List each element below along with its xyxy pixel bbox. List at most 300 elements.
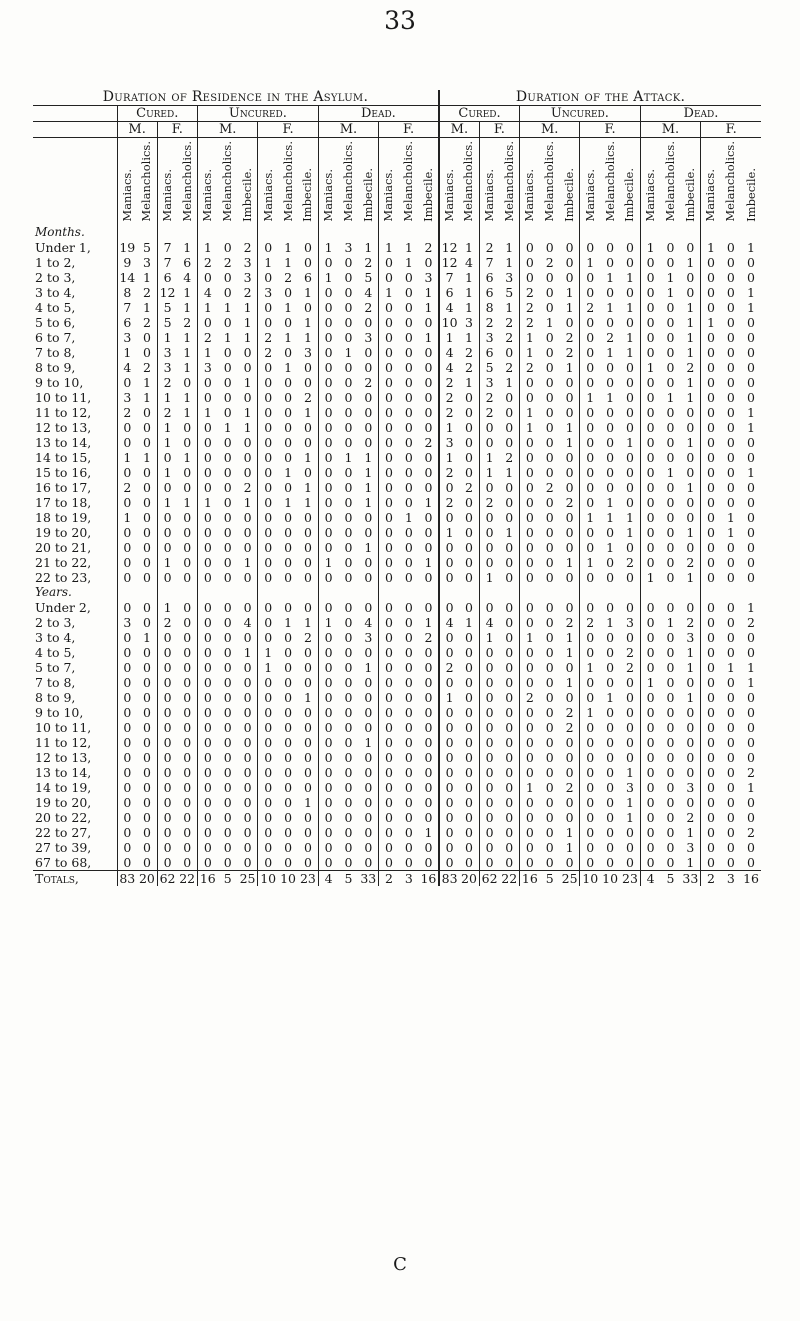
table-row — [33, 360, 761, 375]
table-cell: 0 — [479, 420, 499, 435]
table-cell: 0 — [606, 839, 615, 855]
table-cell: 1 — [686, 434, 695, 450]
table-cell: 0 — [640, 375, 660, 390]
table-cell: 0 — [183, 674, 192, 690]
table-cell: 0 — [580, 810, 600, 825]
spacer-cell — [660, 585, 680, 600]
table-cell: 0 — [223, 434, 232, 450]
table-cell: 1 — [580, 705, 600, 720]
table-cell: 0 — [404, 719, 413, 735]
totals-label: Totals, — [33, 870, 117, 886]
table-cell: 0 — [318, 300, 338, 315]
table-cell: 0 — [379, 795, 399, 810]
table-cell: 0 — [404, 779, 413, 795]
row-label: 4 to 5, — [35, 644, 76, 660]
table-cell: 0 — [640, 435, 660, 450]
table-cell: 2 — [565, 779, 574, 795]
table-cell: 1 — [142, 449, 151, 465]
table-cell: 1 — [701, 240, 721, 255]
row-label: 7 to 8, — [35, 674, 76, 690]
table-cell: 0 — [545, 599, 554, 615]
table-cell: 0 — [726, 554, 735, 570]
table-cell: 0 — [520, 750, 540, 765]
totals-cell: 5 — [218, 870, 238, 886]
table-cell: 0 — [580, 360, 600, 375]
table-cell: 0 — [284, 569, 293, 585]
table-cell: 1 — [142, 629, 151, 645]
table-cell: 0 — [726, 704, 735, 720]
table-cell: 0 — [580, 420, 600, 435]
table-cell: 0 — [606, 659, 615, 675]
table-cell: 0 — [747, 434, 755, 450]
table-cell: 5 — [505, 284, 514, 300]
table-cell: 0 — [223, 599, 232, 615]
table-cell: 2 — [479, 495, 499, 510]
table-cell: 1 — [464, 269, 473, 285]
table-cell: 0 — [364, 824, 373, 840]
table-cell: 0 — [404, 599, 413, 615]
table-cell: 0 — [142, 524, 151, 540]
table-cell: 0 — [223, 794, 232, 810]
table-cell: 0 — [606, 374, 615, 390]
table-cell: 0 — [198, 435, 218, 450]
table-cell: 0 — [606, 569, 615, 585]
table-cell: 0 — [364, 404, 373, 420]
table-cell: 0 — [545, 464, 554, 480]
totals-cell: 83 — [117, 870, 137, 886]
spacer-cell — [117, 585, 137, 600]
table-cell: 0 — [580, 675, 600, 690]
table-cell: 0 — [726, 764, 735, 780]
table-cell: 0 — [344, 569, 353, 585]
table-cell: 0 — [157, 525, 177, 540]
table-cell: 0 — [344, 659, 353, 675]
table-cell: 0 — [580, 285, 600, 300]
spacer-cell — [379, 585, 399, 600]
table-cell: 2 — [565, 704, 574, 720]
table-cell: 1 — [318, 270, 338, 285]
sex-header: M. — [318, 122, 378, 138]
table-cell: 0 — [726, 494, 735, 510]
table-cell: 0 — [565, 374, 574, 390]
totals-cell: 16 — [198, 870, 218, 886]
totals-cell: 10 — [278, 870, 298, 886]
table-cell: 6 — [157, 270, 177, 285]
table-cell: 3 — [364, 329, 373, 345]
table-cell: 1 — [284, 359, 293, 375]
table-cell: 0 — [701, 615, 721, 630]
column-header — [520, 138, 540, 225]
table-cell: 0 — [404, 749, 413, 765]
table-cell: 0 — [284, 509, 293, 525]
table-cell: 0 — [183, 719, 192, 735]
table-cell: 0 — [439, 630, 459, 645]
table-row — [33, 570, 761, 585]
table-cell: 0 — [344, 509, 353, 525]
table-cell: 1 — [686, 314, 695, 330]
table-cell: 0 — [625, 704, 634, 720]
table-cell: 0 — [439, 510, 459, 525]
table-cell: 1 — [606, 614, 615, 630]
table-cell: 0 — [198, 750, 218, 765]
table-cell: 0 — [565, 764, 574, 780]
table-cell: 12 — [439, 240, 459, 255]
table-cell: 0 — [520, 720, 540, 735]
table-cell: 0 — [157, 765, 177, 780]
table-cell: 7 — [157, 255, 177, 270]
table-cell: 0 — [364, 809, 373, 825]
table-cell: 0 — [284, 599, 293, 615]
table-cell: 1 — [404, 239, 413, 255]
table-cell: 0 — [379, 600, 399, 615]
table-cell: 1 — [625, 509, 634, 525]
table-cell: 1 — [157, 495, 177, 510]
table-cell: 0 — [258, 735, 278, 750]
table-cell: 0 — [565, 599, 574, 615]
table-cell: 1 — [606, 689, 615, 705]
table-cell: 1 — [142, 389, 151, 405]
table-cell: 2 — [747, 614, 755, 630]
table-cell: 0 — [183, 659, 192, 675]
table-cell: 1 — [157, 600, 177, 615]
table-cell: 0 — [404, 299, 413, 315]
table-cell: 0 — [580, 690, 600, 705]
table-cell: 0 — [565, 569, 574, 585]
table-cell: 0 — [198, 480, 218, 495]
table-row — [33, 810, 761, 825]
table-cell: 0 — [580, 495, 600, 510]
sex-header: M. — [439, 122, 479, 138]
table-cell: 2 — [157, 615, 177, 630]
table-cell: 1 — [284, 494, 293, 510]
table-cell: 0 — [157, 735, 177, 750]
table-cell: 0 — [606, 314, 615, 330]
table-cell: 0 — [726, 404, 735, 420]
column-header — [439, 138, 459, 225]
totals-cell: 22 — [499, 870, 519, 886]
table-cell: 1 — [747, 464, 755, 480]
spacer-cell — [298, 225, 318, 240]
table-cell: 0 — [303, 434, 312, 450]
table-cell: 2 — [580, 615, 600, 630]
table-cell: 0 — [505, 674, 514, 690]
table-cell: 0 — [404, 854, 413, 870]
table-cell: 0 — [505, 389, 514, 405]
table-cell: 2 — [303, 629, 312, 645]
table-cell: 0 — [479, 510, 499, 525]
table-cell: 0 — [520, 600, 540, 615]
table-cell: 2 — [439, 405, 459, 420]
table-cell: 5 — [364, 269, 373, 285]
table-cell: 3 — [258, 285, 278, 300]
table-cell: 0 — [505, 689, 514, 705]
table-cell: 1 — [284, 239, 293, 255]
table-cell: 3 — [117, 615, 137, 630]
table-cell: 0 — [379, 435, 399, 450]
table-cell: 0 — [157, 780, 177, 795]
table-cell: 0 — [424, 479, 433, 495]
table-cell: 0 — [157, 825, 177, 840]
table-cell: 0 — [318, 780, 338, 795]
table-cell: 0 — [726, 779, 735, 795]
table-cell: 0 — [404, 344, 413, 360]
table-cell: 0 — [580, 855, 600, 871]
table-cell: 0 — [318, 510, 338, 525]
table-cell: 0 — [625, 689, 634, 705]
table-cell: 0 — [258, 705, 278, 720]
table-cell: 0 — [686, 704, 695, 720]
table-cell: 0 — [701, 555, 721, 570]
table-cell: 2 — [464, 344, 473, 360]
table-cell: 1 — [258, 660, 278, 675]
table-cell: 0 — [640, 720, 660, 735]
table-cell: 1 — [565, 644, 574, 660]
table-cell: 0 — [198, 450, 218, 465]
table-cell: 1 — [157, 435, 177, 450]
table-cell: 2 — [479, 315, 499, 330]
spacer-cell — [238, 225, 258, 240]
table-cell: 1 — [580, 255, 600, 270]
table-cell: 0 — [439, 600, 459, 615]
table-cell: 0 — [424, 419, 433, 435]
table-cell: 0 — [183, 839, 192, 855]
row-label: 3 to 4, — [35, 629, 76, 645]
spacer-cell — [459, 225, 479, 240]
table-cell: 0 — [747, 629, 755, 645]
table-cell: 0 — [580, 330, 600, 345]
spacer-cell — [499, 225, 519, 240]
column-header-label: Maniacs. — [160, 169, 175, 222]
spacer-cell — [218, 585, 238, 600]
table-cell: 0 — [344, 539, 353, 555]
table-cell: 0 — [701, 465, 721, 480]
table-cell: 0 — [424, 809, 433, 825]
group-row — [33, 106, 761, 122]
table-cell: 0 — [606, 464, 615, 480]
table-cell: 2 — [479, 390, 499, 405]
table-cell: 0 — [625, 479, 634, 495]
row-label: 27 to 39, — [35, 839, 92, 855]
table-cell: 0 — [198, 390, 218, 405]
table-cell: 0 — [117, 705, 137, 720]
table-cell: 0 — [198, 465, 218, 480]
table-cell: 1 — [625, 794, 634, 810]
table-cell: 0 — [701, 735, 721, 750]
table-cell: 0 — [666, 824, 675, 840]
table-cell: 1 — [243, 374, 252, 390]
table-cell: 0 — [565, 524, 574, 540]
table-cell: 0 — [606, 254, 615, 270]
table-cell: 0 — [284, 344, 293, 360]
table-cell: 0 — [701, 795, 721, 810]
table-cell: 0 — [318, 405, 338, 420]
table-cell: 0 — [439, 825, 459, 840]
table-cell: 0 — [686, 539, 695, 555]
table-cell: 0 — [404, 764, 413, 780]
table-cell: 0 — [464, 569, 473, 585]
table-cell: 0 — [364, 794, 373, 810]
table-cell: 0 — [404, 404, 413, 420]
table-cell: 0 — [747, 359, 755, 375]
table-cell: 0 — [258, 690, 278, 705]
table-cell: 0 — [666, 479, 675, 495]
spacer-cell — [620, 585, 640, 600]
table-cell: 0 — [243, 824, 252, 840]
table-cell: 0 — [625, 674, 634, 690]
table-cell: 0 — [404, 839, 413, 855]
spacer-cell — [399, 585, 419, 600]
sex-header: F. — [258, 122, 318, 138]
table-cell: 2 — [505, 449, 514, 465]
table-cell: 2 — [565, 329, 574, 345]
column-header — [379, 138, 399, 225]
table-cell: 0 — [243, 344, 252, 360]
table-cell: 0 — [243, 689, 252, 705]
table-cell: 0 — [726, 644, 735, 660]
table-cell: 0 — [545, 704, 554, 720]
table-cell: 0 — [640, 615, 660, 630]
table-cell: 0 — [479, 555, 499, 570]
table-cell: 3 — [625, 614, 634, 630]
table-cell: 0 — [344, 404, 353, 420]
table-cell: 3 — [364, 629, 373, 645]
table-cell: 0 — [747, 329, 755, 345]
table-cell: 1 — [198, 405, 218, 420]
table-cell: 0 — [258, 465, 278, 480]
table-cell: 0 — [545, 644, 554, 660]
table-cell: 3 — [424, 269, 433, 285]
table-cell: 2 — [183, 314, 192, 330]
table-cell: 0 — [243, 764, 252, 780]
table-cell: 1 — [243, 404, 252, 420]
table-cell: 1 — [243, 419, 252, 435]
table-cell: 0 — [565, 254, 574, 270]
table-cell: 0 — [284, 389, 293, 405]
table-cell: 0 — [223, 704, 232, 720]
table-cell: 0 — [183, 509, 192, 525]
table-cell: 0 — [142, 764, 151, 780]
table-cell: 0 — [580, 795, 600, 810]
page-number: 33 — [384, 6, 416, 35]
table-cell: 0 — [284, 674, 293, 690]
table-cell: 1 — [424, 554, 433, 570]
table-cell: 0 — [439, 705, 459, 720]
table-cell: 0 — [580, 825, 600, 840]
table-cell: 0 — [625, 629, 634, 645]
table-cell: 2 — [284, 269, 293, 285]
table-cell: 2 — [439, 660, 459, 675]
table-cell: 0 — [344, 254, 353, 270]
table-cell: 1 — [625, 344, 634, 360]
table-cell: 0 — [284, 824, 293, 840]
table-cell: 0 — [198, 375, 218, 390]
column-header — [238, 138, 258, 225]
table-cell: 0 — [505, 854, 514, 870]
table-cell: 0 — [318, 570, 338, 585]
table-cell: 0 — [464, 419, 473, 435]
table-cell: 2 — [686, 614, 695, 630]
table-cell: 0 — [379, 300, 399, 315]
table-cell: 0 — [424, 734, 433, 750]
table-cell: 0 — [223, 854, 232, 870]
table-cell: 0 — [726, 854, 735, 870]
spacer-cell — [520, 225, 540, 240]
table-cell: 1 — [666, 269, 675, 285]
table-cell: 1 — [565, 839, 574, 855]
table-cell: 0 — [666, 749, 675, 765]
table-cell: 0 — [747, 344, 755, 360]
table-cell: 0 — [157, 750, 177, 765]
spacer-cell — [721, 225, 741, 240]
table-cell: 1 — [243, 329, 252, 345]
table-cell: 0 — [565, 464, 574, 480]
spacer-cell — [318, 585, 338, 600]
table-row — [33, 450, 761, 465]
table-cell: 0 — [258, 510, 278, 525]
table-cell: 0 — [223, 524, 232, 540]
table-cell: 0 — [183, 749, 192, 765]
table-cell: 0 — [545, 554, 554, 570]
table-cell: 0 — [439, 645, 459, 660]
table-cell: 0 — [183, 779, 192, 795]
table-cell: 0 — [640, 300, 660, 315]
table-cell: 0 — [565, 449, 574, 465]
table-cell: 0 — [364, 839, 373, 855]
table-cell: 0 — [379, 660, 399, 675]
spacer-cell — [681, 585, 701, 600]
table-cell: 0 — [318, 330, 338, 345]
table-cell: 1 — [404, 254, 413, 270]
table-cell: 1 — [157, 390, 177, 405]
table-cell: 0 — [142, 569, 151, 585]
table-cell: 0 — [117, 660, 137, 675]
table-cell: 2 — [520, 690, 540, 705]
row-label: 14 to 15, — [35, 449, 92, 465]
row-label: 11 to 12, — [35, 404, 92, 420]
table-cell: 1 — [747, 599, 755, 615]
table-cell: 0 — [505, 704, 514, 720]
table-cell: 0 — [364, 854, 373, 870]
table-cell: 0 — [157, 480, 177, 495]
table-cell: 0 — [344, 284, 353, 300]
row-label: 18 to 19, — [35, 509, 92, 525]
table-cell: 0 — [747, 524, 755, 540]
table-row — [33, 255, 761, 270]
table-cell: 0 — [726, 449, 735, 465]
table-cell: 0 — [404, 734, 413, 750]
corner-cell — [33, 106, 117, 122]
table-cell: 0 — [223, 689, 232, 705]
table-cell: 0 — [157, 840, 177, 855]
table-cell: 0 — [726, 329, 735, 345]
table-cell: 0 — [464, 494, 473, 510]
table-cell: 0 — [726, 629, 735, 645]
table-cell: 2 — [606, 329, 615, 345]
column-label-row — [33, 138, 761, 225]
spacer-cell — [439, 225, 459, 240]
table-cell: 0 — [580, 630, 600, 645]
table-cell: 0 — [344, 704, 353, 720]
table-cell: 0 — [424, 764, 433, 780]
table-cell: 0 — [142, 464, 151, 480]
table-cell: 0 — [243, 839, 252, 855]
table-cell: 1 — [565, 674, 574, 690]
row-label: 20 to 21, — [35, 539, 92, 555]
table-cell: 0 — [726, 539, 735, 555]
table-cell: 0 — [318, 480, 338, 495]
table-cell: 0 — [157, 540, 177, 555]
table-cell: 0 — [183, 434, 192, 450]
